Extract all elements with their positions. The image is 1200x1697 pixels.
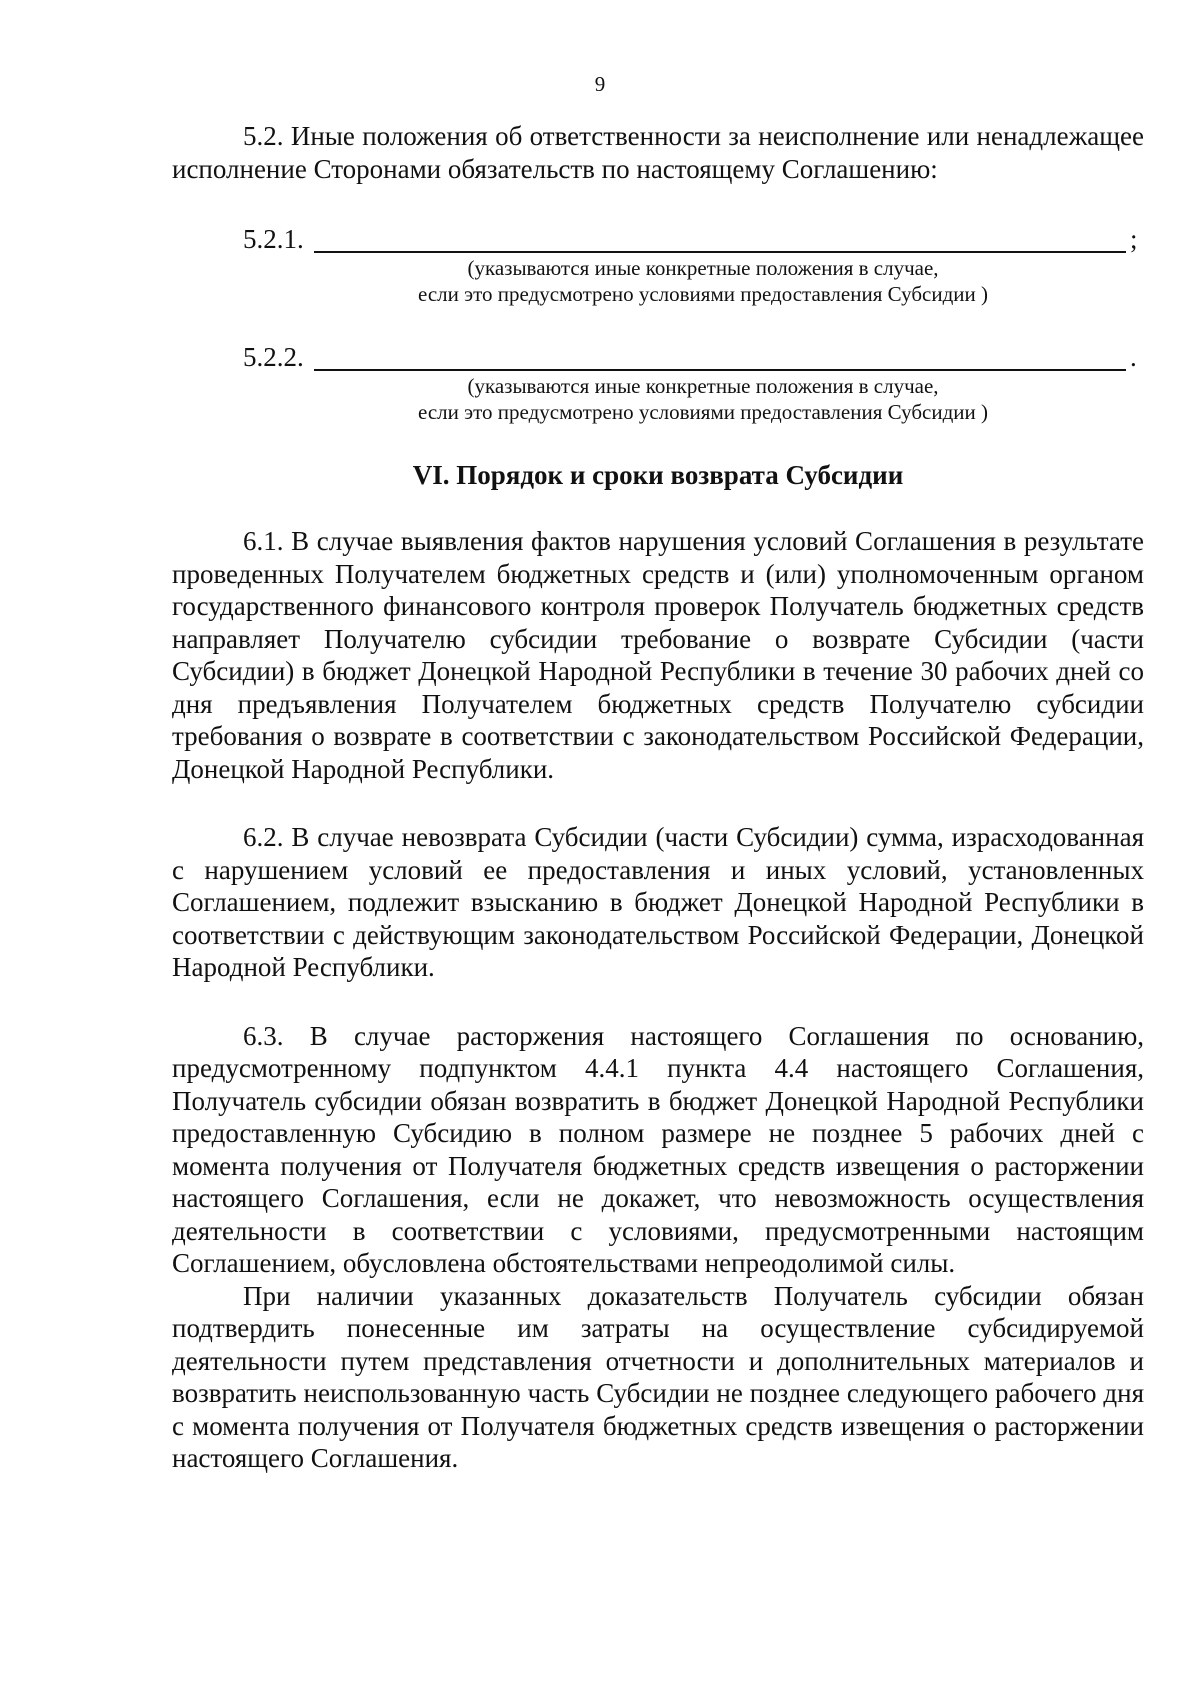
paragraph-5-2: 5.2. Иные положения об ответственности за неисполнение или ненадлежащее исполнение Сторонами обязательств по настоящему Соглашению: xyxy=(172,121,1144,184)
item-5-2-1-note xyxy=(172,255,1144,307)
item-5-2-1-note-line-1: (указываются иные конкретные положения в случае, xyxy=(467,256,939,280)
item-5-2-2-note-line-1: (указываются иные конкретные положения в случае, xyxy=(467,374,939,398)
paragraph-6-2: 6.2. В случае невозврата Субсидии (части Субсидии) сумма, израсходованная с нарушением условий ее предоставления и иных условий, установленных Соглашением, подлежит взысканию в бюджет Донецкой Народной Республики в соответствии с действующим законодательством Российской Федерации, Донецкой Народной Республики. xyxy=(172,822,1144,982)
item-5-2-2-note-line-2: если это предусмотрено условиями предоставления Субсидии ) xyxy=(418,400,988,424)
paragraph-6-1: 6.1. В случае выявления фактов нарушения условий Соглашения в результате проведенных Получателем бюджетных средств и (или) уполномоченным органом государственного финансового контроля проверок Получатель бюджетных средств направляет Получателю субсидии требование о возврате Субсидии (части Субсидии) в бюджет Донецкой Народной Республики в течение 30 рабочих дней со дня предъявления Получателем бюджетных средств Получателю субсидии требования о возврате в соответствии с законодательством Российской Федерации, Донецкой Народной Республики. xyxy=(172,526,1144,784)
item-5-2-2-blank-line xyxy=(314,344,1126,371)
item-5-2-1 xyxy=(172,223,1144,255)
item-5-2-2 xyxy=(172,341,1144,373)
page-number: 9 xyxy=(594,72,606,96)
item-5-2-1-note-line-2: если это предусмотрено условиями предоставления Субсидии ) xyxy=(418,282,988,306)
item-5-2-1-label: 5.2.1. xyxy=(243,224,304,254)
item-5-2-2-label: 5.2.2. xyxy=(243,342,304,372)
item-5-2-1-blank-line xyxy=(314,226,1126,253)
item-5-2-2-note xyxy=(172,373,1144,425)
section-6-heading: VI. Порядок и сроки возврата Субсидии xyxy=(412,460,904,490)
item-5-2-1-end-mark: ; xyxy=(1130,224,1138,254)
paragraph-6-3-continuation: При наличии указанных доказательств Получатель субсидии обязан подтвердить понесенные им затраты на осуществление субсидируемой деятельности путем представления отчетности и дополнительных материалов и возвратить неиспользованную часть Субсидии не позднее следующего рабочего дня с момента получения от Получателя бюджетных средств извещения о расторжении настоящего Соглашения. xyxy=(172,1280,1144,1473)
page-content xyxy=(172,120,1144,1475)
paragraph-6-3: 6.3. В случае расторжения настоящего Соглашения по основанию, предусмотренному подпунктом 4.4.1 пункта 4.4 настоящего Соглашения, Получатель субсидии обязан возвратить в бюджет Донецкой Народной Республики предоставленную Субсидию в полном размере не позднее 5 рабочих дней с момента получения от Получателя бюджетных средств извещения о расторжении настоящего Соглашения, если не докажет, что невозможность осуществления деятельности в соответствии с условиями, предусмотренными настоящим Соглашением, обусловлена обстоятельствами непреодолимой силы. xyxy=(172,1020,1144,1278)
item-5-2-2-end-mark: . xyxy=(1130,342,1137,372)
